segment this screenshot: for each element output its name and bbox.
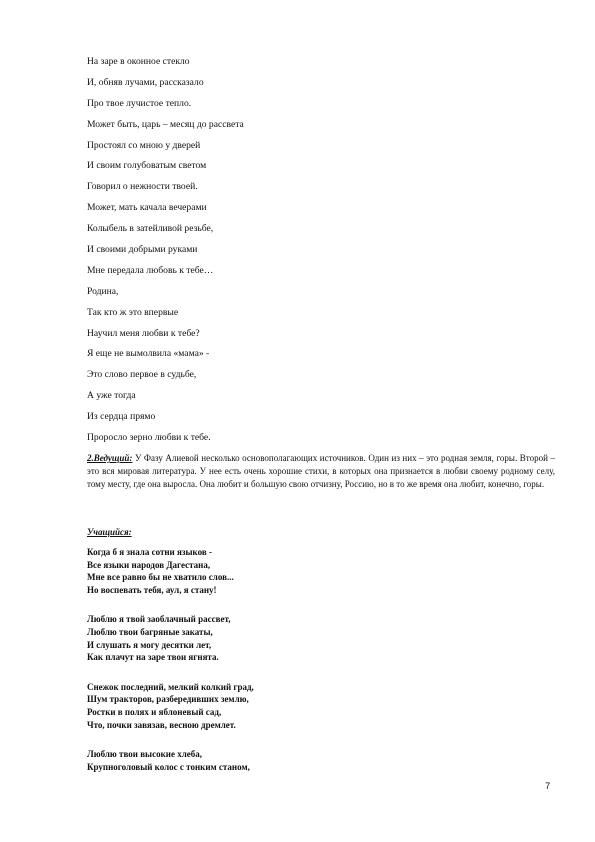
- narrator-paragraph: [87, 452, 555, 491]
- page-number: 7: [545, 781, 551, 792]
- stanza-line: Что, почки завязав, весною дремлет.: [87, 719, 236, 730]
- stanza-line: Люблю я твой заоблачный рассвет,: [87, 614, 231, 625]
- stanza-line: Ростки в полях и яблоневый сад,: [87, 706, 222, 717]
- poem-line: Говорил о нежности твоей.: [87, 181, 198, 193]
- stanza-line: И слушать я могу десятки лет,: [87, 639, 212, 650]
- stanza-line: Люблю твои багряные закаты,: [87, 626, 213, 637]
- student-poem: [87, 546, 507, 790]
- stanza-line: Все языки народов Дагестана,: [87, 559, 211, 570]
- poem-line: Колыбель в затейливой резьбе,: [87, 223, 214, 235]
- poem-line: Из сердца прямо: [87, 411, 156, 423]
- poem-line: Мне передала любовь к тебе…: [87, 264, 214, 276]
- poem-line: Научил меня любви к тебе?: [87, 327, 200, 339]
- poem-line: Может быть, царь – месяц до рассвета: [87, 118, 244, 130]
- poem-line: Это слово первое в судьбе,: [87, 369, 197, 381]
- stanza-line: Когда б я знала сотни языков -: [87, 547, 212, 557]
- poem-line: Я еще не вымолвила «мама» -: [87, 348, 210, 360]
- poem-line: Про твое лучистое тепло.: [87, 97, 192, 109]
- poem-line: Может, мать качала вечерами: [87, 202, 207, 214]
- poem-line: И своими добрыми руками: [87, 244, 198, 256]
- poem-line: Проросло зерно любви к тебе.: [87, 432, 211, 444]
- stanza: [87, 748, 507, 773]
- poem-line: А уже тогда: [87, 390, 136, 402]
- poem-line: Так кто ж это впервые: [87, 306, 179, 318]
- stanza: [87, 546, 507, 596]
- stanza-line: Мне все равно бы не хватило слов...: [87, 572, 234, 583]
- poem-line: Простоял со мною у дверей: [87, 139, 201, 151]
- poem-line: И своим голубоватым светом: [87, 160, 207, 172]
- narrator-label: 2.Ведущий:: [87, 453, 133, 463]
- stanza-line: Как плачут на заре твои ягнята.: [87, 652, 219, 663]
- student-heading: Учащийся:: [87, 527, 132, 537]
- poem-block: [87, 56, 527, 453]
- stanza-line: Люблю твои высокие хлеба,: [87, 749, 202, 760]
- stanza-line: Но воспевать тебя, аул, я стану!: [87, 584, 217, 595]
- stanza-line: Шум тракторов, разбередивших землю,: [87, 694, 249, 705]
- poem-line: На заре в оконное стекло: [87, 56, 190, 67]
- poem-line: Родина,: [87, 285, 119, 297]
- poem-line: И, обняв лучами, рассказало: [87, 76, 204, 88]
- stanza: [87, 681, 507, 731]
- stanza-line: Снежок последний, мелкий колкий град,: [87, 681, 254, 692]
- stanza-line: Крупноголовый колос с тонким станом,: [87, 761, 250, 772]
- narrator-text: У Фазу Алиевой несколько основополагающих источников. Один из них – это родная земля, горы. Второй – это вся мировая литература. У нее есть очень хорошие стихи, в которых она признается в любви своему родному селу, тому месту, где она выросла. Она любит и большую свою отчизну, Россию, но в то же время она любит, конечно, горы.: [87, 453, 555, 489]
- stanza: [87, 613, 507, 663]
